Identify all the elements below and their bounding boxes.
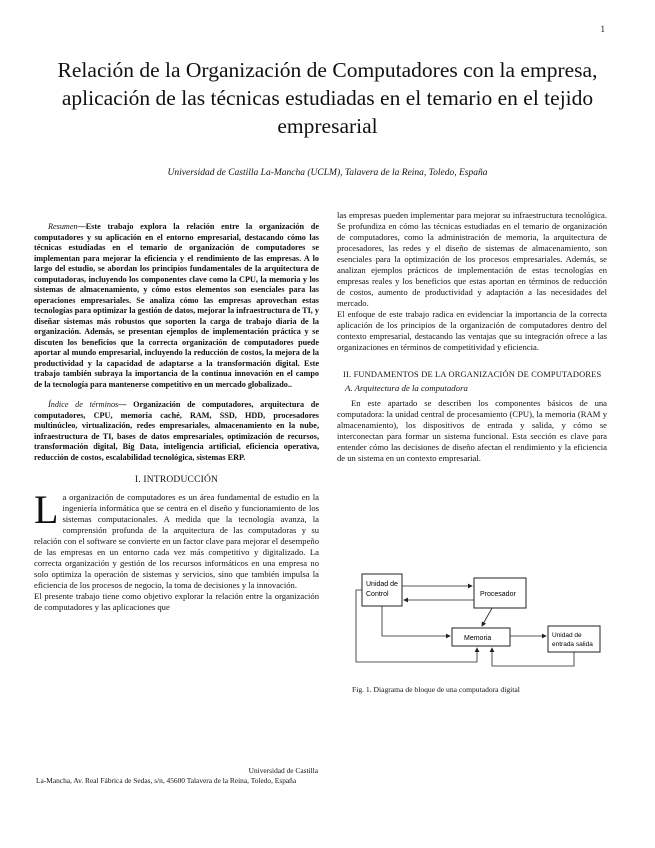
intro-paragraph-1 (34, 487, 319, 591)
footnote-line-1: Universidad de Castilla (248, 766, 318, 775)
memory-label: Memoria (464, 635, 492, 642)
right-column (337, 210, 607, 464)
abstract-text: —Este trabajo explora la relación entre la organización de computadores y su aplicación en el entorno empresarial, destacando cómo las técnicas estudiadas en el temario de organización de computadores se implementan para mejorar la eficiencia y el rendimiento de las empresas. A lo largo del estudio, se abordan los principios fundamentales de la arquitectura de computadoras, incluyendo los componentes clave como la CPU, la memoria y los sistemas de almacenamiento, y cómo estos elementos son esenciales para las operaciones empresariales. Se analiza cómo las empresas aprovechan estas tecnologías para optimizar la gestión de datos, mejorar la infraestructura de TI, y diseñar sistemas más robustos que soporten la carga de trabajo diaria de la organización. Además, se presentan ejemplos de implementación práctica y se discuten los beneficios que la correcta organización de computadores puede aportar al mundo empresarial, incluyendo la reducción de costos, la mejora de la productividad y la capacidad de adaptarse a la transformación digital. Este trabajo también subraya la importancia de la continua innovación en el campo de la tecnología para mantenerse competitivo en un mercado globalizado.. (34, 222, 319, 389)
control-unit-box (362, 574, 402, 606)
abstract-label: Resumen (48, 222, 78, 231)
figure-caption: Fig. 1. Diagrama de bloque de una computadora digital (352, 685, 520, 694)
affiliation: Universidad de Castilla La-Mancha (UCLM), Talavera de la Reina, Toledo, España (167, 168, 488, 178)
abstract (34, 222, 319, 390)
control-unit-label-1: Unidad de (366, 581, 398, 588)
intro-paragraph-1-text: a organización de computadores es un área fundamental de estudio en la ingeniería informática que se centra en el diseño y funcionamiento de los sistemas computacionales. A medida que la tecnología avanza, la comprensión profunda de la arquitectura de las computadoras y su relación con el software se convierte en un factor clave para mejorar el desempeño de las empresas en un entorno cada vez más competitivo y digitalizado. La correcta organización y gestión de los recursos informáticos en una empresa no solo optimiza la operación de sistemas y servicios, sino que también impulsa la eficiencia de los procesos de negocio, la toma de decisiones y la innovación. (34, 492, 319, 590)
section-2a-subheading: A. Arquitectura de la computadora (345, 383, 468, 393)
index-terms-text: — Organización de computadores, arquitectura de computadores, CPU, memoria caché, RAM, SSD, HDD, procesadores multinúcleo, virtualización, redes empresariales, almacenamiento en la nube, infraestructura de TI, bases de datos empresariales, optimización de recursos, transformación digital, Big Data, inteligencia artificial, eficiencia operativa, reducción de costos, escalabilidad tecnológica, sistemas ERP. (34, 400, 319, 462)
block-diagram-figure (352, 566, 602, 676)
paper-title: Relación de la Organización de Computadores con la empresa, aplicación de las técnicas estudiadas en el temario en el tejido empresarial (57, 58, 598, 138)
dropcap: L (34, 487, 59, 532)
control-unit-label-2: Control (366, 591, 389, 598)
intro-paragraph-2: El presente trabajo tiene como objetivo explorar la relación entre la organización de computadores y las aplicaciones que (34, 591, 319, 612)
arrow-processor-to-memory (482, 608, 492, 626)
section-2-heading: II. FUNDAMENTOS DE LA ORGANIZACIÓN DE COMPUTADORES (343, 370, 602, 379)
intro-paragraph-2-continued: las empresas pueden implementar para mejorar su infraestructura tecnológica. Se profundiza en cómo las técnicas estudiadas en el temario de organización de computadores, como la administración de memoria, la arquitectura de procesadores, las redes y el diseño de sistemas de almacenamiento, son esenciales para la optimización de los procesos empresariales. Además, se analizan ejemplos prácticos de implementación de estas tecnologías en empresas reales y los beneficios que estas aportan en términos de reducción de costos, aumento de productividad y adaptación a las necesidades del mercado. (337, 210, 607, 308)
section-2a-paragraph: En este apartado se describen los componentes básicos de una computadora: la unidad central de procesamiento (CPU), la memoria (RAM y almacenamiento), los dispositivos de entrada y salida, y cómo se interconectan para formar un sistema funcional. Esta sección es clave para entender cómo las decisiones de diseño afectan el rendimiento y la eficiencia de un sistema en un contexto empresarial. (337, 398, 607, 463)
left-column (34, 222, 319, 613)
intro-paragraph-3: El enfoque de este trabajo radica en evidenciar la importancia de la correcta aplicación de los principios de la organización de computadores dentro del contexto empresarial, destacando las ventajas que su integración ofrece a las organizaciones en términos de competitividad y eficiencia. (337, 309, 607, 352)
processor-label: Procesador (480, 591, 516, 598)
io-unit-label-1: Unidad de (552, 632, 582, 639)
index-terms-label: Índice de términos (48, 400, 119, 409)
intro-heading: I. INTRODUCCIÓN (134, 475, 219, 485)
io-unit-box (548, 626, 600, 652)
footnote (36, 766, 318, 785)
page-number: 1 (600, 24, 605, 34)
line-control-down (382, 606, 450, 636)
footnote-line-2: La-Mancha, Av. Real Fábrica de Sedas, s/n, 45600 Talavera de la Reina, Toledo, España (36, 775, 297, 785)
io-unit-label-2: entrada salida (552, 641, 593, 648)
index-terms (34, 400, 319, 463)
